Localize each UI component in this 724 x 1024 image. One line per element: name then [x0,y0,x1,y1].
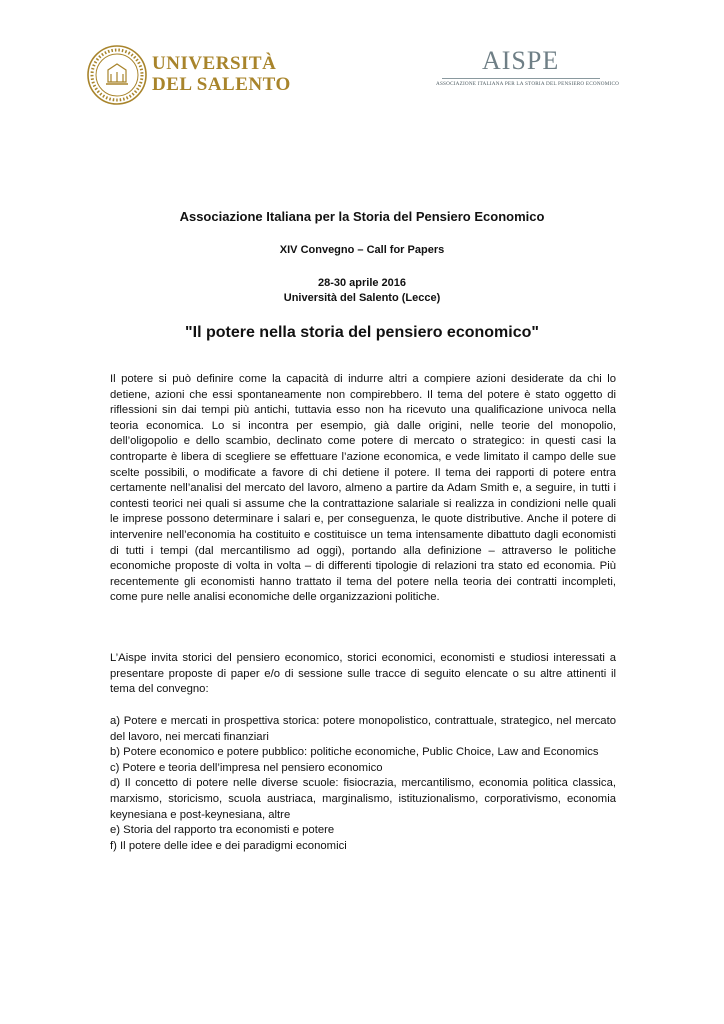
convegno-heading: XIV Convegno – Call for Papers [279,244,445,256]
aispe-wordmark: AISPE [482,46,560,75]
track-item-b: b) Potere economico e potere pubblico: politiche economiche, Public Choice, Law and Economics [110,746,599,759]
track-item-e: e) Storia del rapporto tra economisti e potere [110,824,335,837]
association-heading: Associazione Italiana per la Storia del Pensiero Economico [179,209,545,224]
unisalento-logo [86,44,291,114]
unisalento-wordmark [152,54,291,96]
event-date: 28-30 aprile 2016 [317,277,407,289]
document-title: "Il potere nella storia del pensiero economico" [185,324,539,341]
paragraph-invitation: L’Aispe invita storici del pensiero economico, storici economici, economisti e studiosi interessati a presentare proposte di paper e/o di sessione sulle tracce di seguito elencate o su altre attinenti il tema del convegno: [110,652,616,696]
aispe-divider [442,78,600,79]
aispe-logo [430,46,620,94]
unisalento-line1: UNIVERSITÀ [152,53,277,74]
track-item-f: f) Il potere delle idee e dei paradigmi economici [110,839,347,852]
university-seal-icon [86,44,148,106]
aispe-subtitle: ASSOCIAZIONE ITALIANA PER LA STORIA DEL PENSIERO ECONOMICO [436,81,620,87]
track-item-c: c) Potere e teoria dell’impresa nel pensiero economico [110,761,383,774]
track-item-a: a) Potere e mercati in prospettiva storica: potere monopolistico, contrattuale, strategico, nel mercato del lavoro, nei mercati finanziari [110,715,616,743]
tracks-list [110,714,616,854]
event-venue: Università del Salento (Lecce) [283,292,441,304]
paragraph-intro: Il potere si può definire come la capacità di indurre altri a compiere azioni desiderate da chi lo detiene, azioni che essi spontaneamente non compirebbero. Il tema del potere è stato oggetto di riflessioni sin dai tempi più antichi, tuttavia esso non ha ricevuto una qualificazione univoca nella teoria economica. Lo si incontra per esempio, già dalle origini, nelle teorie del monopolio, dell’oligopolio e dello scambio, declinato come potere di mercato o strategico: in questi casi la controparte è libera di scegliere se effettuare l’azione economica, e vede limitato il campo delle sue scelte possibili, o modificate a favore di chi detiene il potere. Il tema dei rapporti di potere entra certamente nell’analisi del mercato del lavoro, almeno a partire da Adam Smith e, a seguire, in tutti i contesti teorici nei quali si assume che la contrattazione salariale si realizza in condizioni nelle quali le imprese possono determinare i salari e, per conseguenza, le quote distributive. Anche il potere di intervenire nell’economia ha costituito e costituisce un tema intensamente dibattuto dagli economisti di tutti i tempi (dal mercantilismo ad oggi), portando alla definizione – attraverso le politiche economiche proposte di volta in volta – di differenti tipologie di relazioni tra stato ed economia. Più recentemente gli economisti hanno trattato il tema del potere nella teoria dei contratti incompleti, come pure nelle analisi economiche delle organizzazioni politiche. [110,373,616,604]
track-item-d: d) Il concetto di potere nelle diverse scuole: fisiocrazia, mercantilismo, economia politica classica, marxismo, storicismo, scuola austriaca, marginalismo, istituzionalismo, corporativismo, economia keynesiana e post-keynesiana, altre [110,777,616,821]
unisalento-line2: DEL SALENTO [152,74,291,95]
